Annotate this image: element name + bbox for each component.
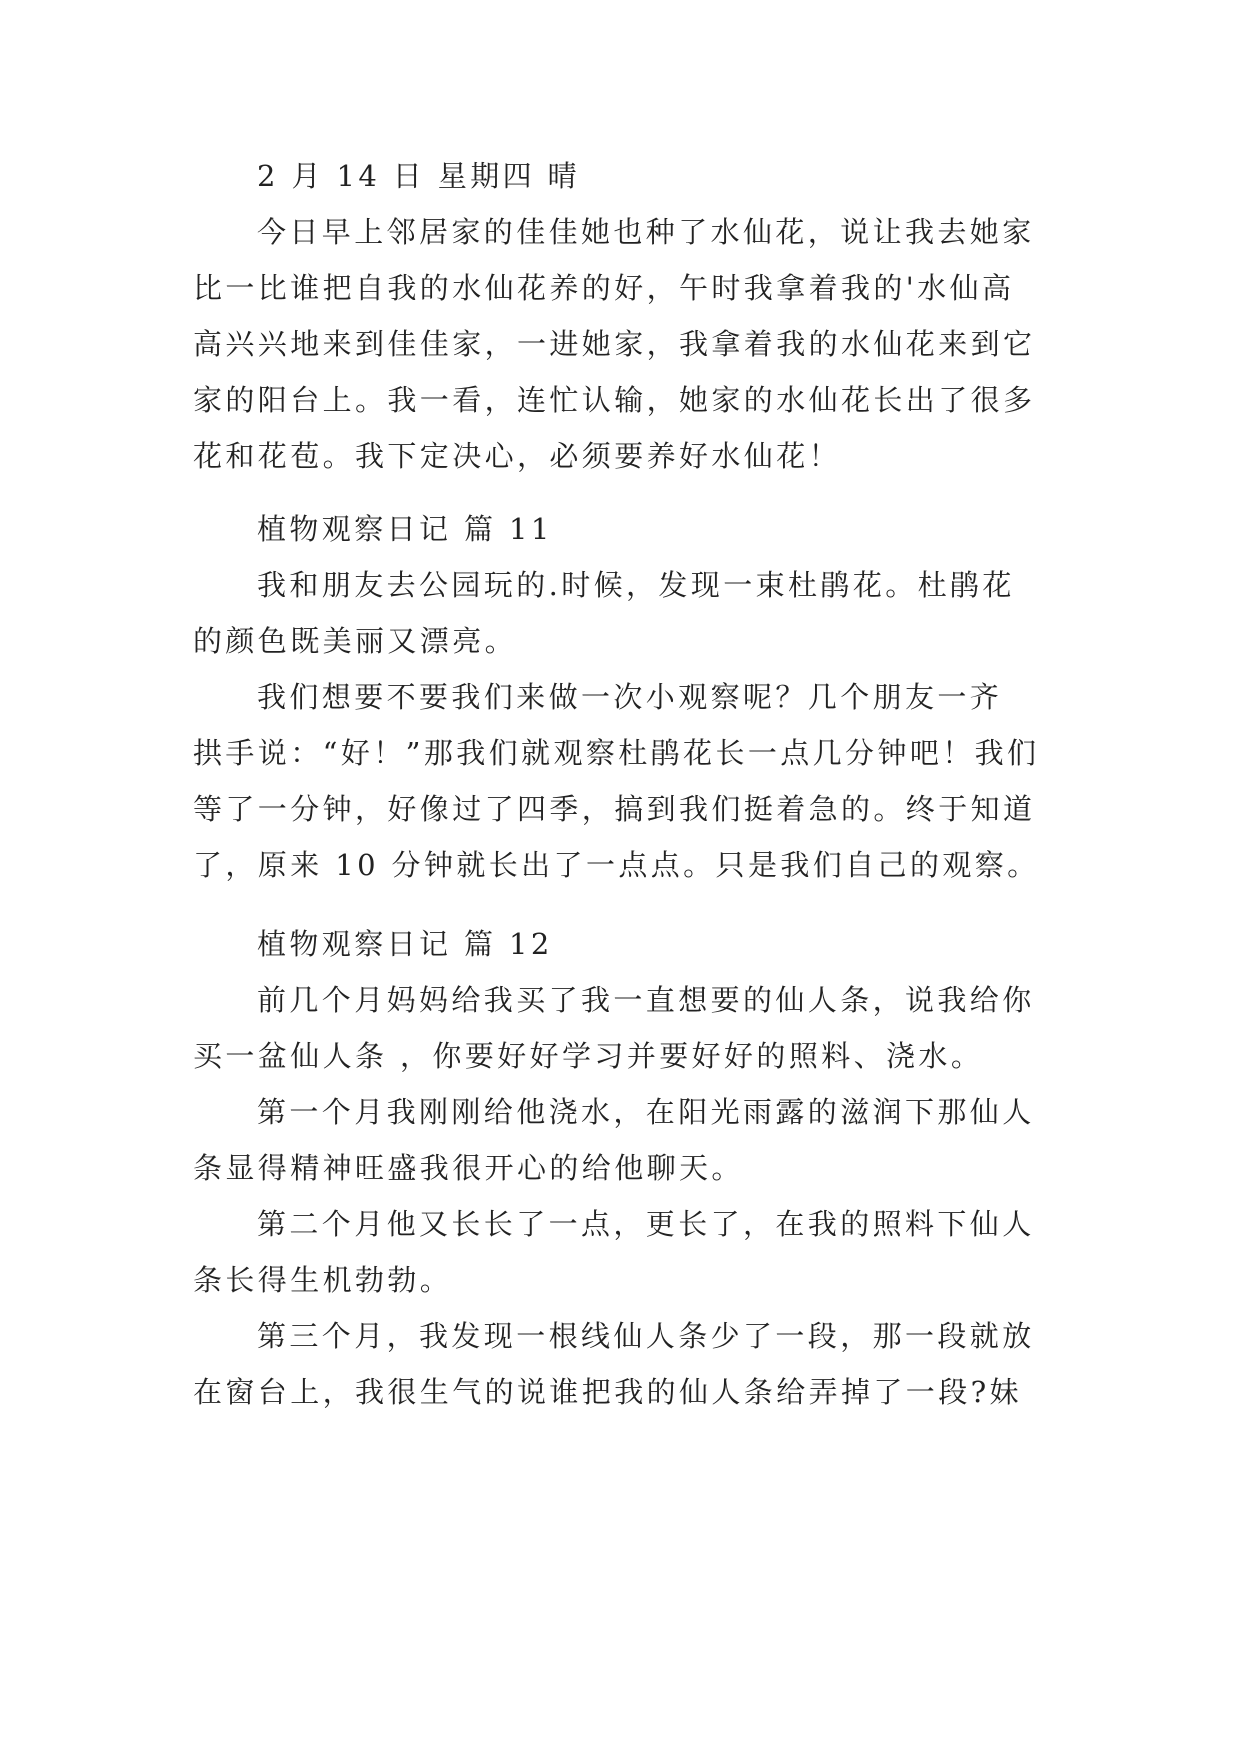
text-line: 在窗台上，我很生气的说谁把我的仙人条给弄掉了一段?妹	[193, 1375, 1022, 1409]
text-line: 条长得生机勃勃。	[193, 1263, 453, 1297]
text-section-1	[193, 148, 1053, 484]
text-line: 我和朋友去公园玩的.时候，发现一束杜鹃花。杜鹃花	[257, 568, 1015, 602]
text-line: 我们想要不要我们来做一次小观察呢？几个朋友一齐	[257, 680, 1003, 714]
text-line: 第一个月我刚刚给他浇水，在阳光雨露的滋润下那仙人	[257, 1095, 1035, 1129]
text-line: 的颜色既美丽又漂亮。	[193, 624, 518, 658]
text-section-3	[193, 916, 1053, 1420]
text-line: 2 月 14 日 星期四 晴	[257, 159, 581, 193]
text-line: 拱手说：“好！”那我们就观察杜鹃花长一点几分钟吧！我们	[193, 736, 1040, 770]
text-line: 了，原来 10 分钟就长出了一点点。只是我们自己的观察。	[193, 848, 1040, 882]
text-line: 条显得精神旺盛我很开心的给他聊天。	[193, 1151, 744, 1185]
text-line: 第二个月他又长长了一点，更长了，在我的照料下仙人	[257, 1207, 1035, 1241]
text-line: 植物观察日记 篇 11	[257, 512, 553, 546]
text-line: 高兴兴地来到佳佳家，一进她家，我拿着我的水仙花来到它	[193, 327, 1036, 361]
text-line: 花和花苞。我下定决心，必须要养好水仙花！	[193, 439, 842, 473]
text-section-2	[193, 501, 1053, 893]
text-line: 第三个月，我发现一根线仙人条少了一段，那一段就放	[257, 1319, 1035, 1353]
text-line: 比一比谁把自我的水仙花养的好，午时我拿着我的'水仙高	[193, 271, 1015, 305]
text-line: 今日早上邻居家的佳佳她也种了水仙花，说让我去她家	[257, 215, 1035, 249]
text-line: 家的阳台上。我一看，连忙认输，她家的水仙花长出了很多	[193, 383, 1036, 417]
text-line: 买一盆仙人条 ，你要好好学习并要好好的照料、浇水。	[193, 1039, 984, 1073]
text-line: 植物观察日记 篇 12	[257, 927, 553, 961]
text-line: 等了一分钟，好像过了四季，搞到我们挺着急的。终于知道	[193, 792, 1036, 826]
text-line: 前几个月妈妈给我买了我一直想要的仙人条，说我给你	[257, 983, 1035, 1017]
